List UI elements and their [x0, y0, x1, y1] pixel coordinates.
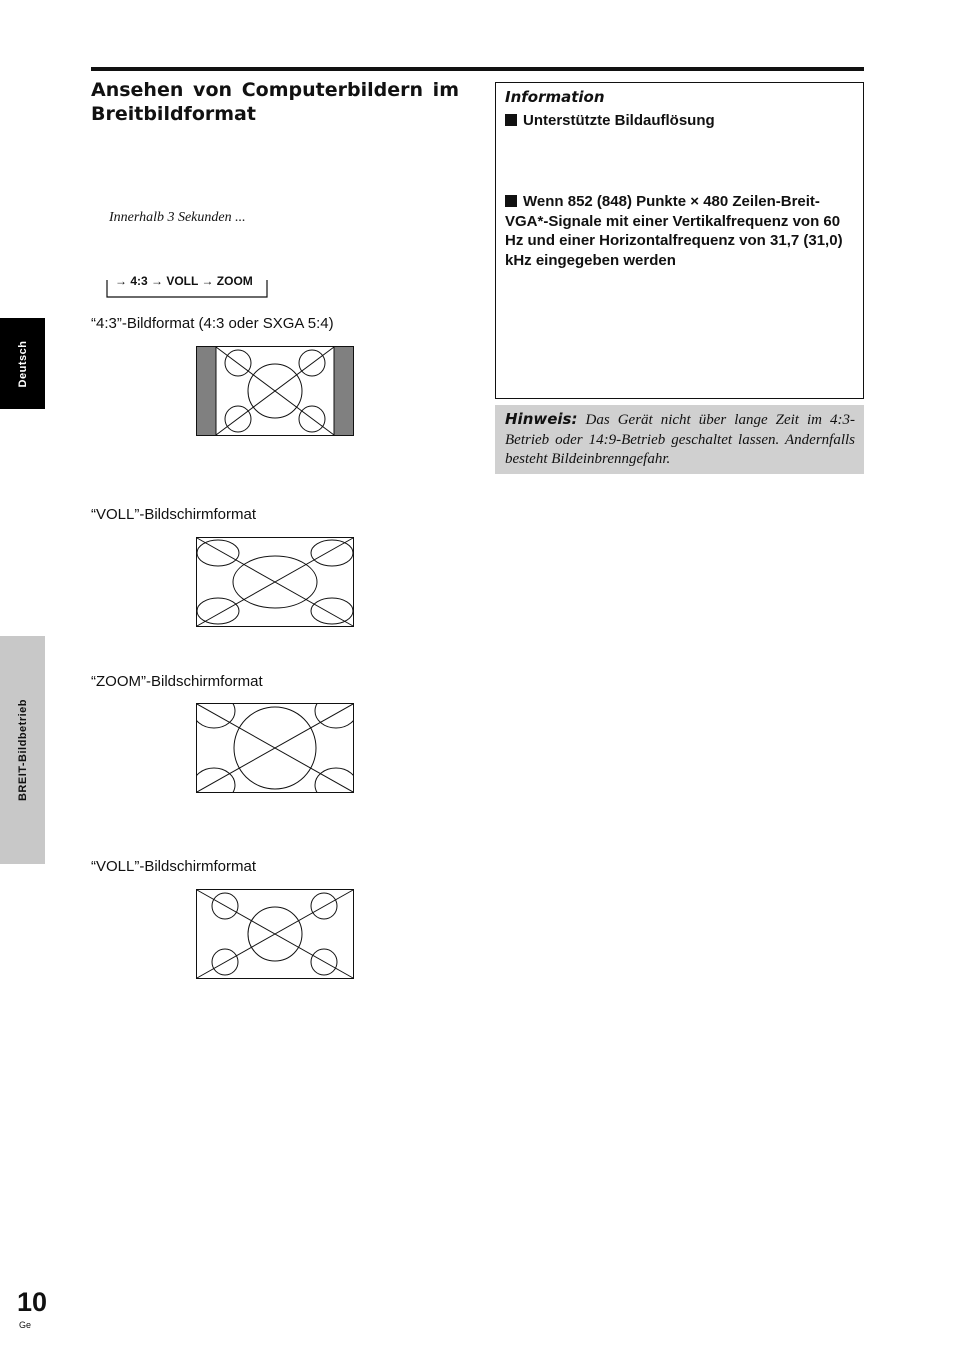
figure-4-3-diagram [196, 346, 354, 436]
figure-voll-diagram [196, 537, 354, 627]
side-tab-breit [0, 636, 45, 864]
figure-caption-voll-2: “VOLL”-Bildschirmformat [91, 858, 257, 875]
hint-label: Hinweis: [505, 410, 578, 428]
figure-voll-2-diagram [196, 889, 354, 979]
bullet-square-icon [505, 195, 517, 207]
page-title [91, 78, 459, 126]
information-title: Information [505, 88, 605, 106]
figure-caption-zoom: “ZOOM”-Bildschirmformat [91, 673, 263, 690]
figure-zoom-diagram [196, 703, 354, 793]
info-item-resolution-text: Unterstützte Bildauflösung [523, 112, 715, 129]
instruction-note: Innerhalb 3 Sekunden ... [109, 210, 246, 225]
page-title-line1: Ansehen von Computerbildern im [91, 79, 459, 101]
page-number: 10 [17, 1287, 48, 1317]
side-tab-deutsch-label: Deutsch [16, 340, 29, 387]
side-tab-breit-label: BREIT-Bildbetrieb [16, 698, 29, 802]
figure-caption-voll: “VOLL”-Bildschirmformat [91, 506, 257, 523]
side-tab-deutsch [0, 318, 45, 409]
info-item-wide-vga-text: Wenn 852 (848) Punkte × 480 Zeilen-Breit-VGA*-Signale mit einer Vertikalfrequenz von 60 Hz und einer Horizontalfrequenz von 31,7 (31,0) kHz eingegeben werden [505, 193, 843, 269]
info-item-wide-vga [505, 192, 855, 270]
hint-paragraph [505, 410, 855, 470]
top-rule [91, 67, 864, 71]
page-title-line2: Breitbildformat [91, 103, 256, 125]
right-side-bar [334, 347, 353, 435]
bullet-square-icon [505, 114, 517, 126]
mode-cycle-label: → 4:3 → VOLL → ZOOM [112, 274, 256, 288]
info-item-resolution [505, 111, 715, 131]
hint-text: Das Gerät nicht über lange Zeit im 4:3-Betrieb oder 14:9-Betrieb geschaltet lassen. Andernfalls besteht Bildeinbrenngefahr. [505, 412, 855, 467]
figure-caption-4-3: “4:3”-Bildformat (4:3 oder SXGA 5:4) [91, 315, 334, 332]
left-side-bar [197, 347, 216, 435]
page-language-code: Ge [19, 1320, 32, 1330]
